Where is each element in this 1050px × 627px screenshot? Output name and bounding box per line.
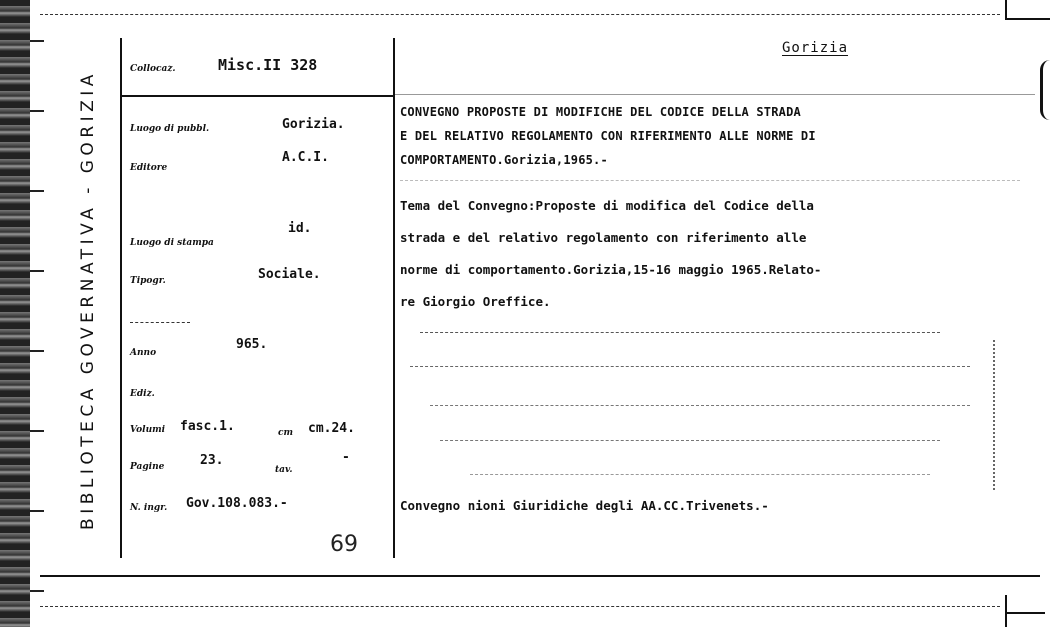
entry-description xyxy=(400,190,821,318)
pagine-value: 23. xyxy=(200,453,224,468)
ruled-line xyxy=(470,474,930,475)
luogo-stampa-value: id. xyxy=(288,221,312,236)
luogo-stampa-label: Luogo di stampa xyxy=(130,238,214,248)
footer-note: Convegno nioni Giuridiche degli AA.CC.Trivenets.- xyxy=(400,498,769,513)
collocazione-value: Misc.II 328 xyxy=(218,56,318,74)
n-ingr-value: Gov.108.083.- xyxy=(186,496,288,511)
bottom-dash xyxy=(40,606,1000,607)
description-line: re Giorgio Oreffice. xyxy=(400,294,551,309)
left-column-border xyxy=(120,38,122,558)
right-dotted-line xyxy=(993,340,995,490)
bottom-corner-mark xyxy=(1005,595,1007,627)
tipogr-value: Sociale. xyxy=(258,267,321,282)
description-line: Tema del Convegno:Proposte di modifica del Codice della xyxy=(400,198,814,213)
middle-column-border xyxy=(393,38,395,558)
collocazione-label: Collocaz. xyxy=(130,64,176,74)
corner-mark-h xyxy=(1005,18,1050,20)
volumi-label: Volumi xyxy=(130,425,166,435)
title-line: COMPORTAMENTO.Gorizia,1965.- xyxy=(400,153,608,167)
description-line: norme di comportamento.Gorizia,15-16 maggio 1965.Relato- xyxy=(400,262,822,277)
entry-title xyxy=(400,100,816,172)
top-dash xyxy=(40,14,1000,15)
anno-label: Anno xyxy=(130,348,157,358)
pagine-label: Pagine xyxy=(130,462,165,472)
bottom-line xyxy=(40,575,1040,577)
ediz-label: Ediz. xyxy=(130,389,155,399)
ruled-line xyxy=(430,405,970,406)
tipogr-label: Tipogr. xyxy=(130,276,166,286)
ruled-line xyxy=(440,440,940,441)
tav-label: tav. xyxy=(275,465,293,475)
cm-label: cm xyxy=(278,428,294,438)
editore-value: A.C.I. xyxy=(282,150,329,165)
collocazione-separator xyxy=(120,95,395,97)
right-bracket xyxy=(1040,60,1050,120)
title-dash xyxy=(400,180,1020,181)
anno-value: 965. xyxy=(236,337,268,352)
ruled-line xyxy=(420,332,940,333)
cm-value: cm.24. xyxy=(308,421,355,436)
title-line: E DEL RELATIVO REGOLAMENTO CON RIFERIMENTO ALLE NORME DI xyxy=(400,129,816,143)
n-ingr-label: N. ingr. xyxy=(130,503,168,513)
luogo-pubbl-value: Gorizia. xyxy=(282,117,345,132)
description-line: strada e del relativo regolamento con riferimento alle xyxy=(400,230,807,245)
scan-edge xyxy=(0,0,30,627)
library-stamp: BIBLIOTECA GOVERNATIVA - GORIZIA xyxy=(78,70,99,530)
header-place: Gorizia xyxy=(782,40,849,56)
header-separator xyxy=(395,94,1035,95)
luogo-pubbl-label: Luogo di pubbl. xyxy=(130,124,210,134)
bottom-corner-mark-h xyxy=(1005,612,1045,614)
title-line: CONVEGNO PROPOSTE DI MODIFICHE DEL CODICE DELLA STRADA xyxy=(400,105,801,119)
editore-label: Editore xyxy=(130,163,168,173)
volumi-value: fasc.1. xyxy=(180,419,235,434)
tav-value: - xyxy=(342,450,350,465)
handwritten-number: 69 xyxy=(330,532,358,557)
corner-mark xyxy=(1005,0,1007,20)
field-dash xyxy=(130,322,190,323)
ruled-line xyxy=(410,366,970,367)
